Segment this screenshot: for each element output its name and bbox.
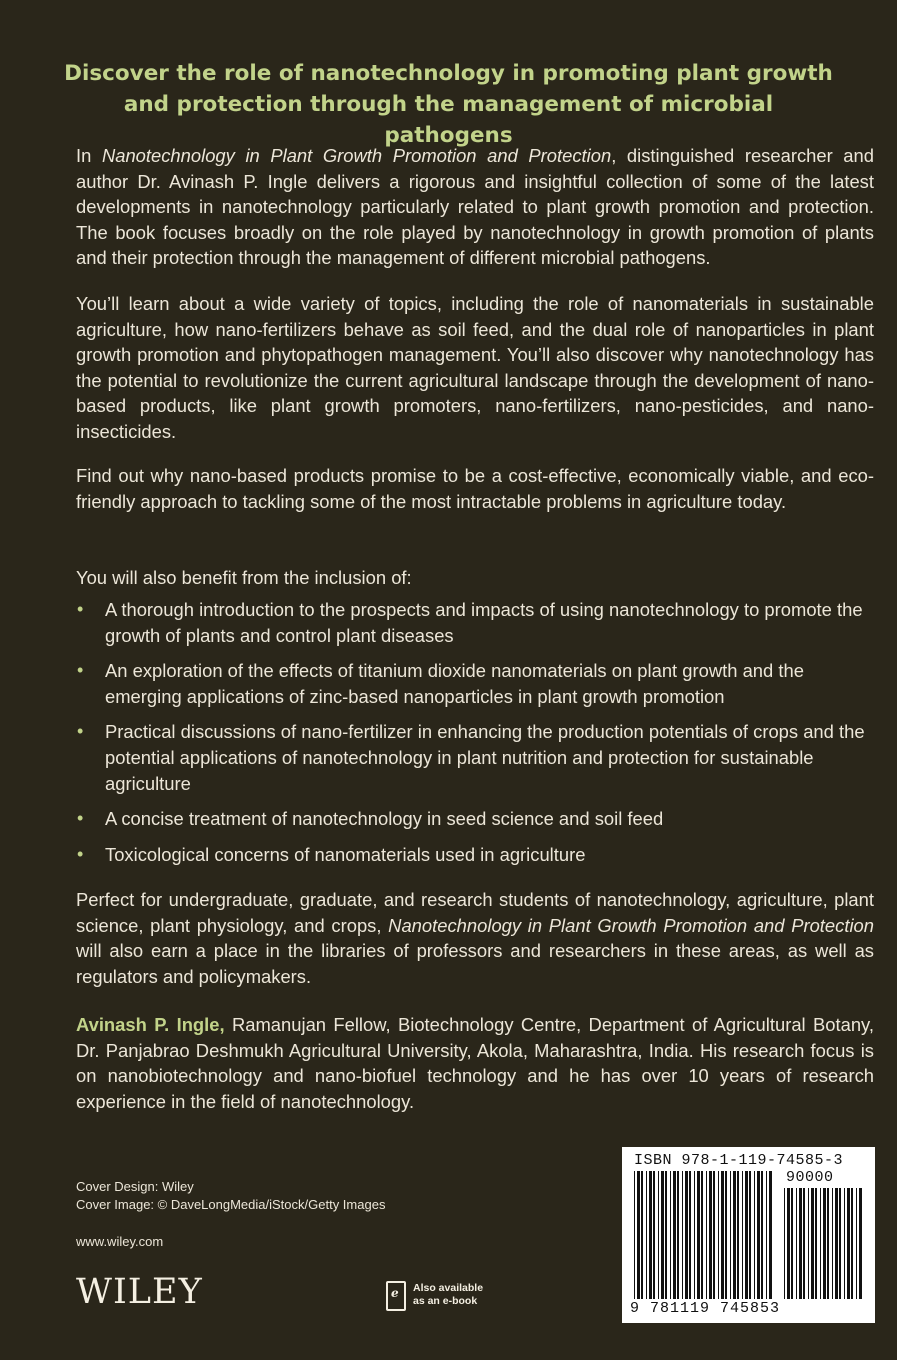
barcode-addon-bars	[784, 1188, 864, 1299]
ebook-icon-letter: e	[391, 1286, 399, 1300]
inclusion-list	[76, 597, 874, 877]
bullet-icon: •	[77, 660, 84, 681]
book-title-italic: Nanotechnology in Plant Growth Promotion and Protection	[388, 914, 874, 936]
audience-rest: will also earn a place in the libraries of professors and researchers in these areas, as well as regulators and policymakers.	[76, 940, 874, 987]
publisher-website: www.wiley.com	[76, 1234, 164, 1249]
barcode-bar	[856, 1188, 857, 1299]
barcode-bar	[754, 1171, 755, 1299]
barcode-bar	[757, 1171, 760, 1299]
topics-paragraph: You’ll learn about a wide variety of topics, including the role of nanomaterials in sustainable agriculture, how nano-fertilizers behave as soil feed, and the dual role of nanoparticles in plant growth promotion and phytopathogen management. You’ll also discover why nanotechnology has the potential to revolutionize the current agricultural landscape through the development of nano-based products, like plant growth promoters, nano-fertilizers, nano-pesticides, and nano-insecticides.	[76, 293, 874, 442]
barcode	[622, 1147, 875, 1323]
barcode-bar	[784, 1188, 785, 1299]
list-item	[76, 597, 874, 648]
barcode-bar	[737, 1171, 739, 1299]
barcode-bar	[665, 1171, 667, 1299]
wiley-logo: WILEY	[76, 1272, 203, 1312]
barcode-bar	[766, 1171, 767, 1299]
barcode-bar	[839, 1188, 841, 1299]
barcode-bar	[749, 1171, 751, 1299]
list-item-text: A thorough introduction to the prospects and impacts of using nanotechnology to promote the growth of plants and control plant diseases	[105, 599, 863, 646]
barcode-bar	[730, 1171, 731, 1299]
bullet-icon: •	[77, 599, 84, 619]
book-title-italic: Nanotechnology in Plant Growth Promotion and Protection	[101, 145, 612, 166]
barcode-bar	[697, 1171, 700, 1299]
barcode-bar	[808, 1188, 809, 1299]
barcode-bar	[733, 1171, 736, 1299]
barcode-digits: 9 781119 745853	[630, 1300, 781, 1317]
barcode-bar	[718, 1171, 719, 1299]
list-item-text: Practical discussions of nano-fertilizer in enhancing the production potentials of crops and the potential applications of nanotechnology in plant nutrition and protection for sustainable agriculture	[105, 721, 865, 794]
intro-paragraph	[76, 143, 874, 271]
barcode-bar	[682, 1171, 683, 1299]
audience-lead: Perfect for undergraduate, graduate, and research students of nanotechnology, agriculture, plant science, plant physiology, and crops,	[76, 889, 874, 936]
barcode-bar	[811, 1188, 814, 1299]
barcode-bar	[820, 1188, 821, 1299]
barcode-bars	[634, 1171, 774, 1299]
barcode-bar	[658, 1171, 659, 1299]
barcode-bar	[673, 1171, 676, 1299]
barcode-bar	[835, 1188, 838, 1299]
list-item-text: An exploration of the effects of titanium dioxide nanomaterials on plant growth and the emerging applications of zinc-based nanoparticles in plant growth promotion	[105, 660, 804, 707]
barcode-bar	[649, 1171, 652, 1299]
cover-credits	[76, 1178, 385, 1214]
barcode-bar	[742, 1171, 743, 1299]
price-code: 90000	[786, 1169, 834, 1186]
cover-image-credit: Cover Image: © DaveLongMedia/iStock/Getty Images	[76, 1197, 386, 1212]
barcode-bar	[721, 1171, 724, 1299]
benefits-paragraph: Find out why nano-based products promise to be a cost-effective, economically viable, and eco-friendly approach to tackling some of the most intractable problems in agriculture today.	[76, 465, 874, 512]
author-name: Avinash P. Ingle,	[76, 1014, 225, 1035]
list-item-text: Toxicological concerns of nanomaterials used in agriculture	[105, 843, 586, 865]
bullet-icon: •	[77, 808, 84, 829]
inclusion-intro: You will also benefit from the inclusion of:	[76, 567, 412, 588]
barcode-bar	[677, 1171, 679, 1299]
barcode-bar	[709, 1171, 712, 1299]
barcode-bar	[761, 1171, 763, 1299]
barcode-bar	[803, 1188, 805, 1299]
barcode-bar	[637, 1171, 640, 1299]
barcode-bar	[641, 1171, 643, 1299]
barcode-bar	[713, 1171, 715, 1299]
barcode-bar	[844, 1188, 845, 1299]
barcode-bar	[847, 1188, 850, 1299]
barcode-bar	[799, 1188, 802, 1299]
list-item	[76, 842, 874, 868]
author-bio-text: Ramanujan Fellow, Biotechnology Centre, Department of Agricultural Botany, Dr. Panjabrao Deshmukh Agricultural University, Akola, Maharashtra, India. His research focus is on nanobiotechnology and nano-biofuel technology and he has over 10 years of research experience in the field of nanotechnology.	[76, 1014, 875, 1112]
barcode-bar	[694, 1171, 695, 1299]
ebook-line-1: Also available	[413, 1282, 484, 1294]
ebook-badge	[386, 1281, 496, 1313]
barcode-bar	[787, 1188, 790, 1299]
barcode-bar	[769, 1171, 772, 1299]
barcode-bar	[706, 1171, 707, 1299]
barcode-bar	[823, 1188, 826, 1299]
ebook-line-2: as an e-book	[413, 1295, 478, 1307]
cover-design-credit: Cover Design: Wiley	[76, 1179, 194, 1194]
barcode-bar	[791, 1188, 793, 1299]
bullet-icon: •	[77, 721, 84, 742]
audience-paragraph	[76, 887, 874, 989]
bullet-icon: •	[77, 843, 84, 864]
barcode-bar	[701, 1171, 703, 1299]
barcode-bar	[725, 1171, 727, 1299]
barcode-bar	[653, 1171, 655, 1299]
ebook-icon	[386, 1281, 406, 1311]
barcode-bar	[689, 1171, 691, 1299]
author-bio	[76, 1012, 874, 1114]
headline: Discover the role of nanotechnology in promoting plant growth and protection through the management of microbial pathogens	[64, 61, 833, 148]
list-item	[76, 806, 874, 832]
barcode-bar	[796, 1188, 797, 1299]
barcode-bar	[646, 1171, 647, 1299]
barcode-bar	[815, 1188, 817, 1299]
intro-lead: In	[76, 145, 102, 166]
barcode-bar	[685, 1171, 688, 1299]
barcode-bar	[859, 1188, 862, 1299]
barcode-bar	[661, 1171, 664, 1299]
barcode-bar	[745, 1171, 748, 1299]
list-item	[76, 719, 874, 796]
ebook-text	[413, 1282, 503, 1308]
intro-rest: , distinguished researcher and author Dr. Avinash P. Ingle delivers a rigorous and insightful collection of some of the latest developments in nanotechnology particularly related to plant growth promotion and protection. The book focuses broadly on the role played by nanotechnology in growth promotion of plants and their protection through the management of different microbial pathogens.	[76, 145, 874, 269]
list-item	[76, 658, 874, 709]
isbn-label: ISBN 978-1-119-74585-3	[634, 1152, 844, 1169]
barcode-bar	[827, 1188, 829, 1299]
barcode-bar	[670, 1171, 671, 1299]
list-item-text: A concise treatment of nanotechnology in seed science and soil feed	[105, 808, 664, 830]
barcode-bar	[832, 1188, 833, 1299]
barcode-bar	[851, 1188, 853, 1299]
barcode-bar	[634, 1171, 635, 1299]
